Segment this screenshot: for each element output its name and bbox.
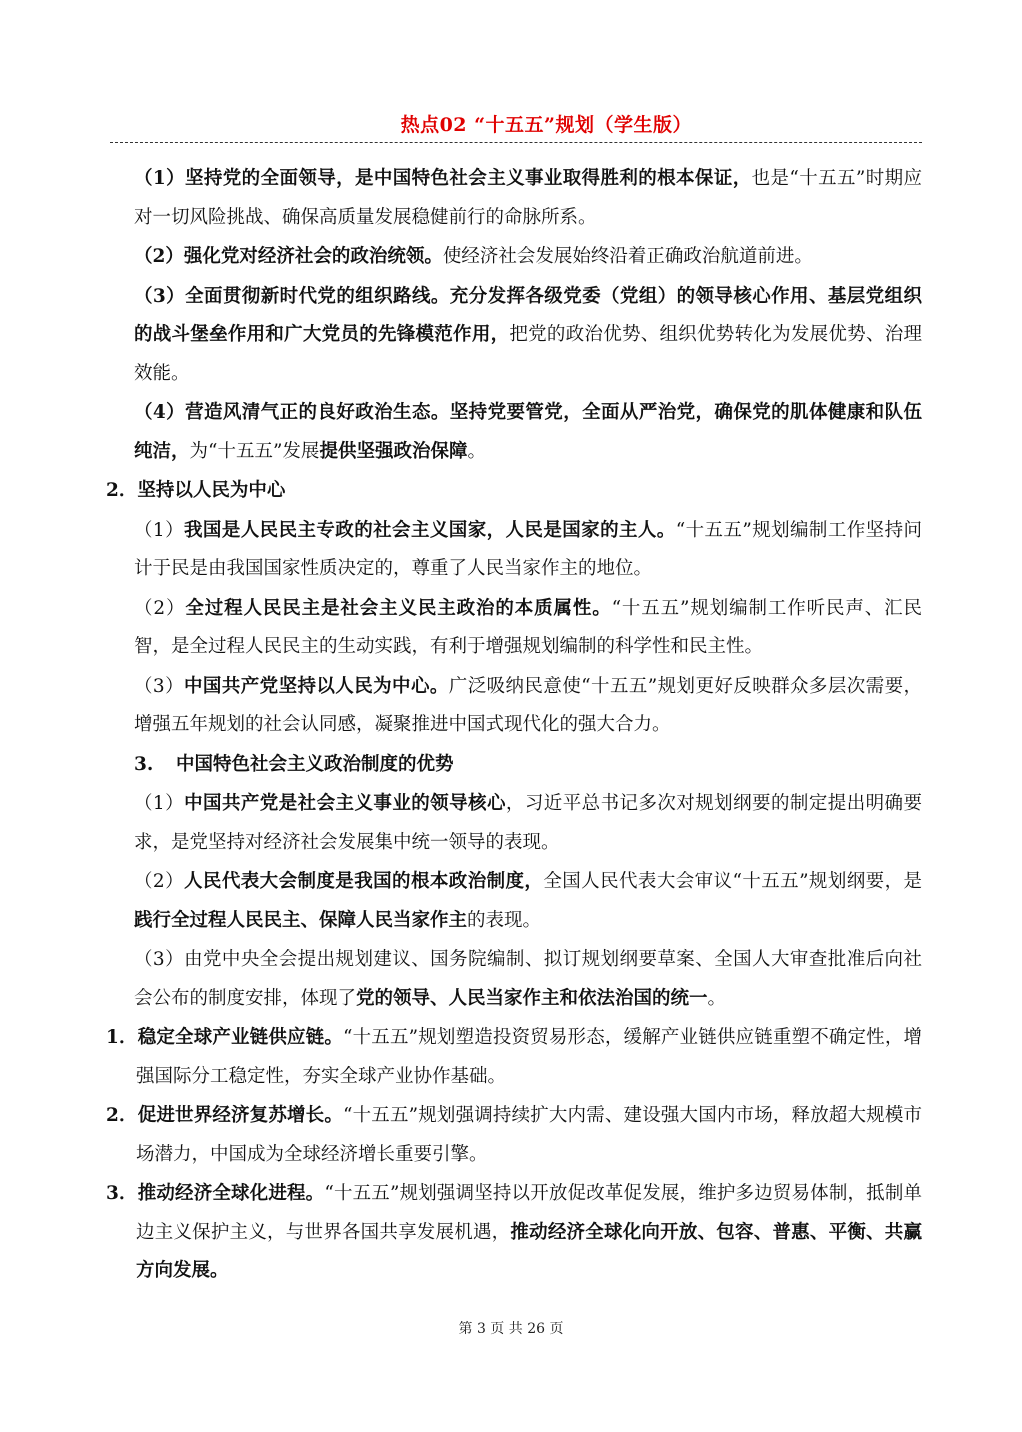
paragraph-6 bbox=[106, 590, 922, 667]
body-text: “十五五”规划编制工作听民声、汇民智，是全过程人民民主的生动实践，有利于增强规划编制的科学性和民主性。 bbox=[134, 597, 922, 657]
body-text: “十五五”规划强调坚持以开放促改革促发展，维护多边贸易体制，抵制单边主义保护主义，与世界各国共享发展机遇， bbox=[136, 1183, 923, 1243]
paragraph-2 bbox=[106, 238, 922, 277]
bold-text: 人民代表大会制度是我国的根本政治制度， bbox=[184, 871, 544, 892]
bold-text: 3．推动经济全球化进程。 bbox=[106, 1183, 325, 1204]
item-number: （1） bbox=[134, 793, 185, 814]
bold-text: 1．稳定全球产业链供应链。 bbox=[106, 1027, 344, 1048]
paragraph-7 bbox=[106, 668, 922, 745]
paragraph-4 bbox=[106, 394, 922, 471]
bold-text: （4）营造风清气正的良好政治生态。坚持党要管党，全面从严治党，确保党的肌体健康和队伍纯洁， bbox=[134, 402, 922, 462]
section-heading-3 bbox=[106, 746, 922, 785]
paragraph-10 bbox=[106, 941, 922, 1018]
list-item-1 bbox=[106, 1019, 922, 1096]
body-text: 把党的政治优势、组织优势转化为发展优势、治理效能。 bbox=[134, 324, 922, 384]
body-text: “十五五”规划编制工作坚持问计于民是由我国国家性质决定的，尊重了人民当家作主的地位。 bbox=[134, 519, 922, 579]
page-header bbox=[110, 110, 920, 137]
paragraph-3 bbox=[106, 278, 922, 394]
document-body bbox=[106, 160, 922, 1292]
section-number: 3. bbox=[134, 753, 154, 775]
body-text: 为“十五五”发展 bbox=[189, 440, 320, 462]
bold-text: 党的领导、人民当家作主和依法治国的统一 bbox=[356, 987, 708, 1009]
body-text: ，习近平总书记多次对规划纲要的制定提出明确要求，是党坚持对经济社会发展集中统一领导的表现。 bbox=[134, 793, 922, 853]
bold-text: （2）强化党对经济社会的政治统领。 bbox=[134, 246, 443, 267]
paragraph-9 bbox=[106, 863, 922, 940]
paragraph-5 bbox=[106, 512, 922, 589]
body-text: 。 bbox=[707, 987, 727, 1009]
bold-text: 提供坚强政治保障 bbox=[319, 440, 468, 462]
body-text: “十五五”规划强调持续扩大内需、建设强大国内市场，释放超大规模市场潜力，中国成为全球经济增长重要引擎。 bbox=[136, 1105, 923, 1165]
item-number: （2） bbox=[134, 597, 186, 619]
item-number: （3） bbox=[134, 675, 185, 697]
page-footer: 第 3 页 共 26 页 bbox=[458, 1321, 564, 1337]
header-title: 热点02 “十五五”规划（学生版） bbox=[400, 114, 692, 136]
bold-text: 2．促进世界经济复苏增长。 bbox=[106, 1105, 344, 1126]
body-text: （3）由党中央全会提出规划建议、国务院编制、拟订规划纲要草案、全国人大审查批准后向社会公布的制度安排，体现了 bbox=[134, 949, 922, 1009]
bold-text: （3）全面贯彻新时代党的组织路线。充分发挥各级党委（党组）的领导核心作用、基层党组织的战斗堡垒作用和广大党员的先锋模范作用， bbox=[134, 285, 922, 345]
bold-text: （1）坚持党的全面领导，是中国特色社会主义事业取得胜利的根本保证， bbox=[134, 168, 752, 189]
body-text: 广泛吸纳民意使“十五五”规划更好反映群众多层次需要，增强五年规划的社会认同感，凝聚推进中国式现代化的强大合力。 bbox=[134, 675, 922, 735]
bold-text: 中国共产党是社会主义事业的领导核心 bbox=[184, 793, 506, 814]
list-item-3 bbox=[106, 1175, 922, 1291]
item-number: （1） bbox=[134, 519, 185, 541]
body-text: “十五五”规划塑造投资贸易形态，缓解产业链供应链重塑不确定性，增强国际分工稳定性，夯实全球产业协作基础。 bbox=[136, 1027, 923, 1087]
item-number: （2） bbox=[134, 871, 185, 892]
body-text: 也是“十五五”时期应对一切风险挑战、确保高质量发展稳健前行的命脉所系。 bbox=[134, 168, 922, 228]
body-text: 全国人民代表大会审议“十五五”规划纲要，是 bbox=[543, 871, 922, 892]
bold-text: 全过程人民民主是社会主义民主政治的本质属性。 bbox=[185, 597, 612, 619]
bold-text: 中国共产党坚持以人民为中心。 bbox=[184, 675, 449, 697]
bold-text: 推动经济全球化向开放、包容、普惠、平衡、共赢方向发展。 bbox=[136, 1221, 922, 1281]
section-heading-2: 2．坚持以人民为中心 bbox=[106, 480, 286, 501]
paragraph-8 bbox=[106, 785, 922, 862]
list-item-2 bbox=[106, 1097, 922, 1174]
section-title: 中国特色社会主义政治制度的优势 bbox=[176, 753, 454, 775]
bold-text: 我国是人民民主专政的社会主义国家，人民是国家的主人。 bbox=[184, 519, 676, 541]
bold-text: 践行全过程人民民主、保障人民当家作主 bbox=[134, 909, 468, 931]
paragraph-1 bbox=[106, 160, 922, 237]
header-divider bbox=[110, 142, 922, 143]
body-text: 使经济社会发展始终沿着正确政治航道前进。 bbox=[442, 246, 813, 267]
body-text: 的表现。 bbox=[467, 909, 542, 931]
body-text: 。 bbox=[467, 440, 486, 462]
